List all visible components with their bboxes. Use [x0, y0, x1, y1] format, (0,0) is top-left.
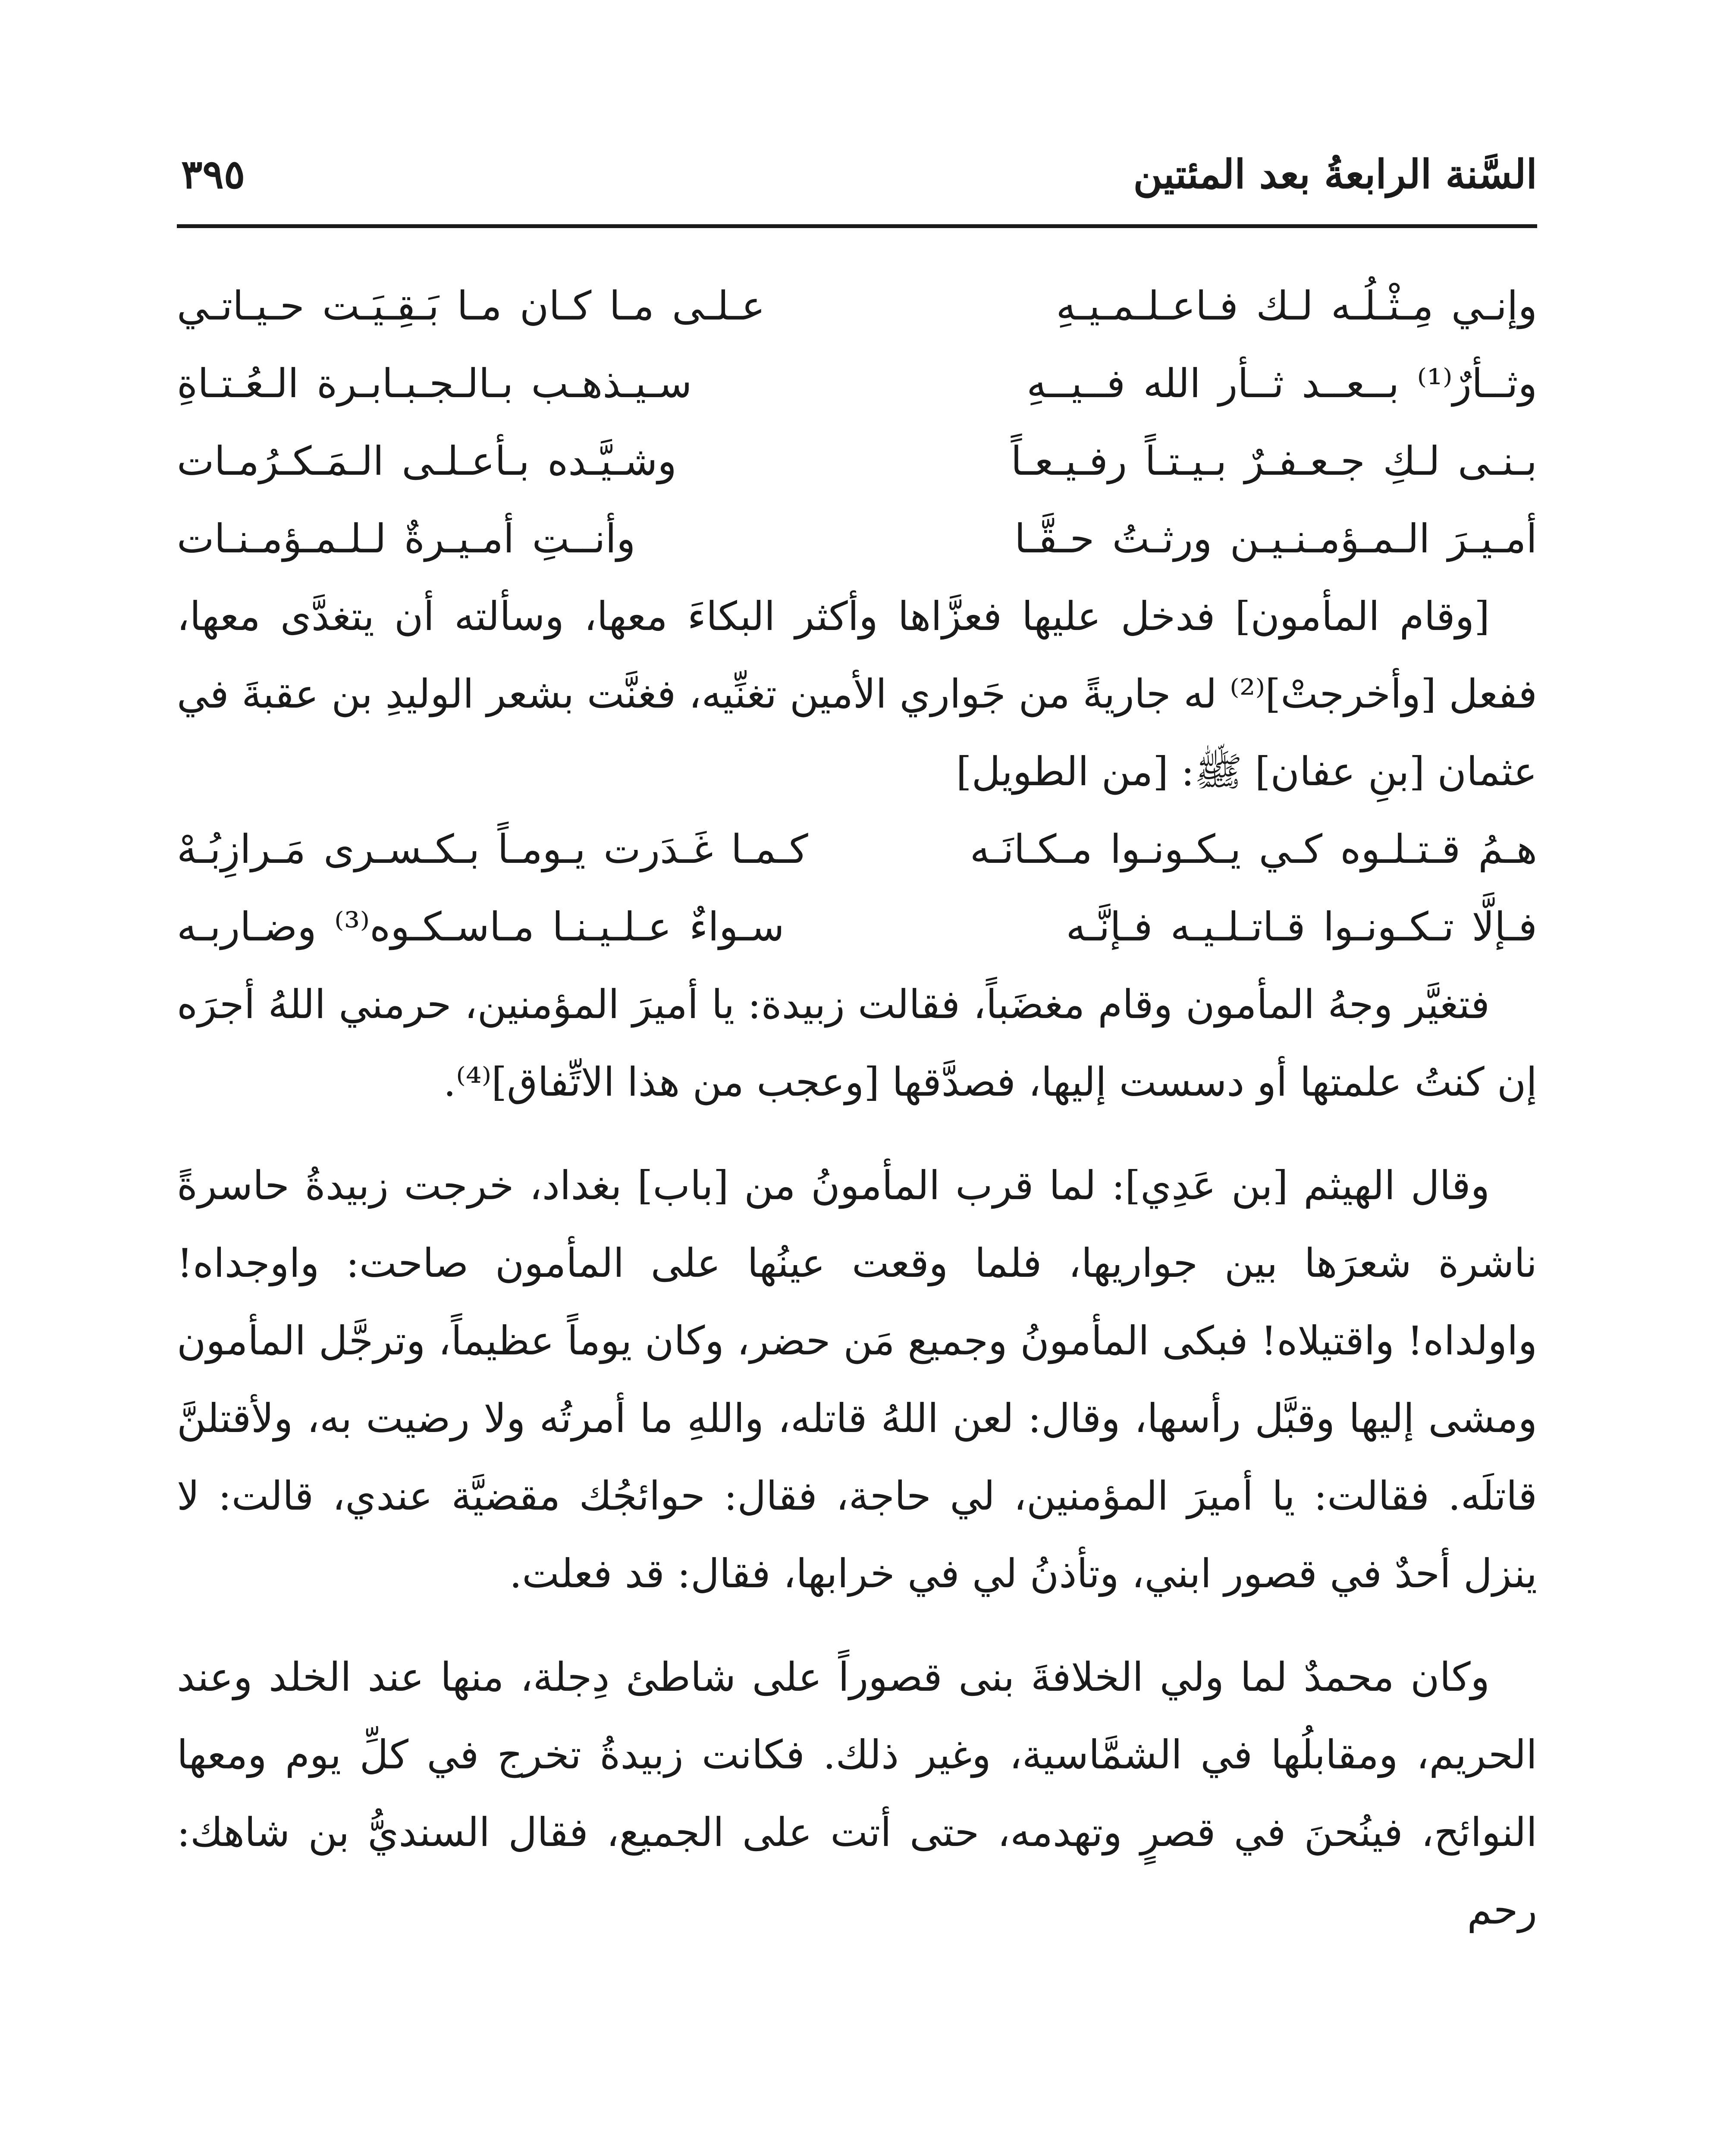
main-text	[177, 267, 1537, 1949]
paragraph: وكان محمدٌ لما ولي الخلافةَ بنى قصوراً على شاطئ دِجلة، منها عند الخلد وعند الحريم، ومقابلُها في الشمَّاسية، وغير ذلك. فكانت زبيدةُ تخرج في كلِّ يوم ومعها النوائح، فينُحنَ في قصرٍ وتهدمه، حتى أتت على الجميع، فقال السنديُّ بن شاهك: رحم	[177, 1654, 1537, 1933]
verse-first-hemistich: أمـيـرَ الـمـؤمـنـيـن ورثـتُ حـقَّـا	[1014, 516, 1537, 562]
verse-line	[177, 888, 1537, 966]
verse-second-hemistich: عـلـى مـا كـان مـا بَـقِـيَـت حـيـاتـي	[177, 283, 765, 329]
poem-block	[177, 811, 1537, 966]
verse-first-hemistich: وإنـي مِـثْـلُـه لـك فـاعـلـمـيـهِ	[1056, 283, 1537, 329]
paragraph: فتغيَّر وجهُ المأمون وقام مغضَباً، فقالت زبيدة: يا أميرَ المؤمنين، حرمني اللهُ أجرَه إن كنتُ علمتها أو دسست إليها، فصدَّقها [وعجب من هذا الاتِّفاق]⁽⁴⁾.	[177, 981, 1537, 1105]
paragraph: وقال الهيثم [بن عَدِي]: لما قرب المأمونُ من [باب] بغداد، خرجت زبيدةُ حاسرةً ناشرة شعرَها بين جواريها، فلما وقعت عينُها على المأمون صاحت: واوجداه! واولداه! واقتيلاه! فبكى المأمونُ وجميع مَن حضر، وكان يوماً عظيماً، وترجَّل المأمون ومشى إليها وقبَّل رأسها، وقال: لعن اللهُ قاتله، واللهِ ما أمرتُه ولا رضيت به، ولأقتلنَّ قاتلَه. فقالت: يا أميرَ المؤمنين، لي حاجة، فقال: حوائجُك مقضيَّة عندي، قالت: لا ينزل أحدٌ في قصور ابني، وتأذنُ لي في خرابها، فقال: قد فعلت.	[177, 1163, 1537, 1597]
verse-line	[177, 345, 1537, 423]
verse-line	[177, 267, 1537, 345]
verse-second-hemistich: وشـيَّـده بـأعـلـى الـمَـكـرُمـات	[177, 438, 677, 484]
verse-first-hemistich: فـإلَّا تـكـونـوا قـاتـلـيـه فـإنَّـه	[1066, 904, 1537, 950]
verse-line	[177, 811, 1537, 888]
verse-second-hemistich: سـيـذهـب بـالـجـبـابـرة الـعُـتـاةِ	[177, 360, 692, 407]
verse-first-hemistich: بـنـى لـكِ جـعـفـرٌ بـيـتـاً رفـيـعـاً	[1011, 438, 1537, 484]
paragraph: [وقام المأمون] فدخل عليها فعزَّاها وأكثر البكاءَ معها، وسألته أن يتغدَّى معها، ففعل [وأخرجتْ]⁽²⁾ له جاريةً من جَواري الأمين تغنِّيه، فغنَّت بشعر الوليدِ بن عقبةَ في عثمان [بنِ عفان] ﷺ: [من الطويل]	[177, 593, 1537, 795]
verse-first-hemistich: وثــأرٌ⁽¹⁾ بــعــد ثــأر الله فــيــهِ	[1027, 360, 1537, 407]
verse-second-hemistich: وأنــتِ أمـيـرةٌ لـلـمـؤمـنـات	[177, 516, 636, 562]
verse-first-hemistich: هـمُ قـتـلـوه كـي يـكـونـوا مـكـانَـه	[970, 826, 1537, 872]
page-number: ٣٩٥	[181, 151, 245, 197]
verse-second-hemistich: سـواءٌ عـلـيـنـا مـاسـكـوه⁽³⁾ وضـاربـه	[177, 904, 785, 950]
verse-line	[177, 500, 1537, 578]
chapter-title: السَّنة الرابعةُ بعد المئتين	[1133, 151, 1537, 197]
poem-block	[177, 267, 1537, 578]
running-header	[177, 142, 1537, 228]
verse-second-hemistich: كـمـا غَـدَرت يـومـاً بـكـسـرى مَـرازِبُـهْ	[177, 826, 808, 872]
verse-line	[177, 423, 1537, 500]
